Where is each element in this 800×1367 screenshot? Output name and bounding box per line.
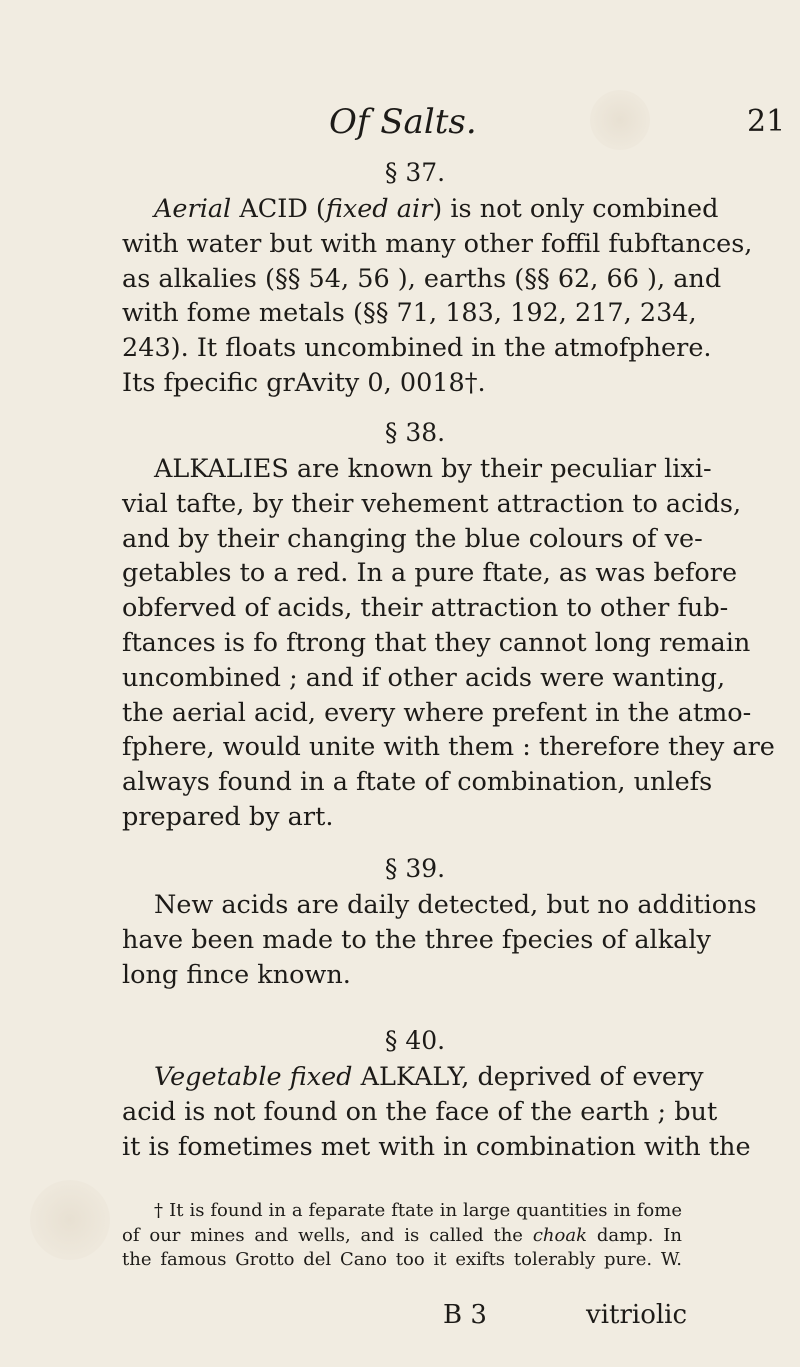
text-line: as alkalies (§§ 54, 56 ), earths (§§ 62, 66 ), and <box>122 263 722 294</box>
signature-mark: B 3 <box>443 1300 487 1330</box>
text-line: Aerial ACID (fixed air) is not only combined <box>154 194 719 224</box>
text-line: and by their changing the blue colours of ve- <box>122 523 703 554</box>
text-line: Its fpecific grAvity 0, 0018†. <box>122 367 486 398</box>
paragraph-section-38 <box>122 452 775 835</box>
text-line: with fome metals (§§ 71, 183, 192, 217, 234, <box>122 298 697 329</box>
text-line: getables to a red. In a pure ftate, as was before <box>122 558 738 589</box>
text-line: long fince known. <box>122 959 351 990</box>
section-heading: § 40. <box>384 1026 446 1055</box>
paper-stain <box>30 1180 110 1260</box>
running-title: Of Salts. <box>329 102 477 142</box>
footnote-line: the famous Grotto del Cano too it exifts tolerably pure. W. <box>122 1249 682 1270</box>
page-footer <box>0 1300 800 1332</box>
footnote-line: † It is found in a feparate ftate in large quantities in fome <box>154 1200 682 1221</box>
footnote <box>122 1199 682 1273</box>
text-line: prepared by art. <box>122 801 334 832</box>
footnote-line: of our mines and wells, and is called the choak damp. In <box>122 1224 682 1246</box>
text-line: vial tafte, by their vehement attraction to acids, <box>122 488 742 519</box>
text-line: acid is not found on the face of the earth ; but <box>122 1096 718 1127</box>
text-line: 243). It floats uncombined in the atmofphere. <box>122 333 712 364</box>
text-line: uncombined ; and if other acids were wanting, <box>122 662 726 693</box>
text-line: ALKALIES are known by their peculiar lixi- <box>154 454 712 484</box>
paragraph-section-40 <box>122 1060 751 1164</box>
page-number: 21 <box>747 104 786 139</box>
text-line: New acids are daily detected, but no additions <box>154 890 757 920</box>
text-line: ftances is fo ftrong that they cannot long remain <box>122 627 751 658</box>
text-line: it is fometimes met with in combination with the <box>122 1131 751 1162</box>
paragraph-section-39 <box>122 888 757 992</box>
paragraph-section-37 <box>122 192 753 401</box>
text-line: always found in a ftate of combination, unlefs <box>122 767 713 798</box>
section-heading: § 39. <box>384 854 446 883</box>
text-line: Vegetable fixed ALKALY, deprived of every <box>154 1062 704 1092</box>
section-heading: § 38. <box>384 418 446 447</box>
text-line: the aerial acid, every where prefent in the atmo- <box>122 697 752 728</box>
catchword: vitriolic <box>586 1300 688 1330</box>
text-line: have been made to the three fpecies of alkaly <box>122 924 711 955</box>
section-heading: § 37. <box>384 158 446 187</box>
text-line: obferved of acids, their attraction to other fub- <box>122 593 729 624</box>
text-line: fphere, would unite with them : therefore they are <box>122 732 775 763</box>
page-header <box>0 102 800 142</box>
text-line: with water but with many other foffil fubftances, <box>122 228 753 259</box>
